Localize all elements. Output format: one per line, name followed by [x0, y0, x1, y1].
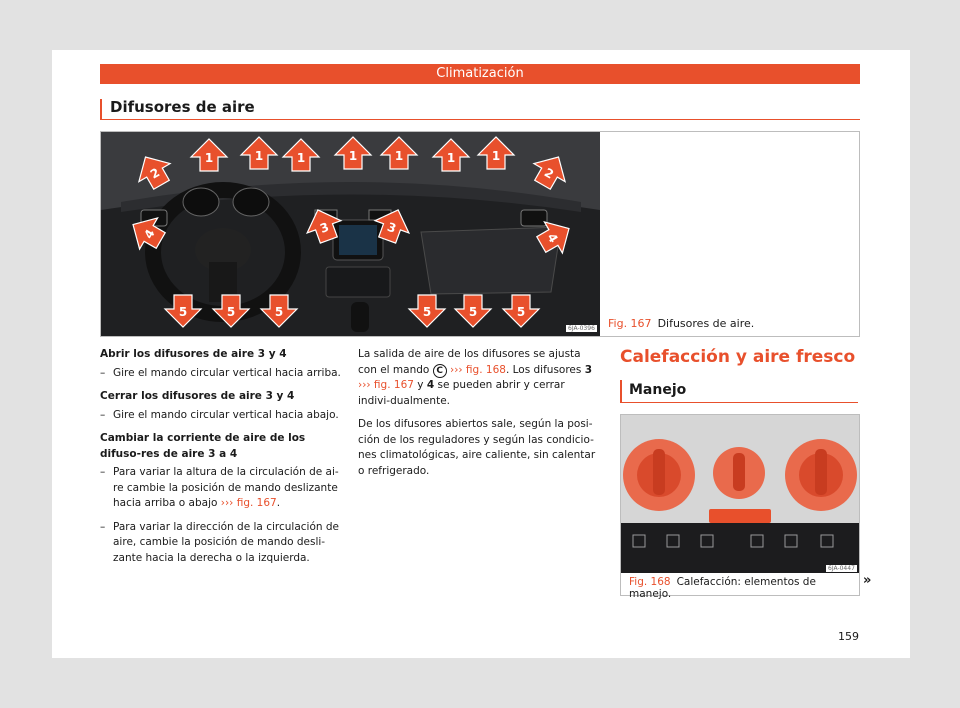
callout-arrow-1 — [335, 137, 371, 169]
figure-caption-text: Calefacción: elementos de manejo. — [629, 576, 816, 600]
section-heading-heating: Calefacción y aire fresco — [620, 347, 856, 367]
callout-number: 5 — [422, 305, 432, 319]
callout-number: 1 — [394, 149, 404, 163]
figure-label: Fig. 167 — [608, 317, 652, 330]
figure-label: Fig. 168 — [629, 576, 671, 588]
continue-mark: » — [863, 573, 872, 588]
callout-arrow-1 — [241, 137, 277, 169]
callout-number: 4 — [544, 230, 561, 246]
knob-c-symbol: C — [433, 364, 447, 378]
callout-number: 1 — [446, 151, 456, 165]
callout-number: 4 — [141, 226, 158, 242]
column-1 — [100, 347, 344, 574]
callout-arrow-3 — [301, 204, 346, 246]
p1-text-b: . Los difusores — [505, 363, 582, 376]
heading-open-vents: Abrir los difusores de aire 3 y 4 — [100, 348, 287, 360]
callout-arrow-1 — [283, 139, 319, 171]
p1-text-c: y — [417, 379, 424, 391]
callout-arrow-5 — [455, 295, 491, 327]
figure-ref-link[interactable]: ››› fig. 168 — [450, 363, 506, 376]
figure-168 — [620, 414, 860, 600]
chapter-header: Climatización — [100, 64, 860, 84]
vent-number-3: 3 — [584, 363, 593, 376]
image-code: 6JA-0447 — [828, 565, 855, 572]
callout-number: 1 — [204, 151, 214, 165]
callout-arrows — [101, 132, 600, 336]
heading-close-vents: Cerrar los difusores de aire 3 y 4 — [100, 390, 295, 402]
column-2 — [358, 347, 598, 487]
subsection-heading — [620, 380, 858, 403]
callout-arrow-5 — [213, 295, 249, 327]
p1-text-a: La salida de aire de los difusores se ajusta con el mando — [358, 348, 581, 376]
callout-arrow-1 — [381, 137, 417, 169]
callout-arrow-5 — [261, 295, 297, 327]
callout-number: 1 — [296, 151, 306, 165]
section-title-text: Difusores de aire — [110, 98, 255, 116]
figure-caption-text: Difusores de aire. — [657, 317, 755, 330]
callout-number: 5 — [468, 305, 478, 319]
figure-ref-link[interactable]: ››› fig. 167 — [358, 379, 414, 391]
callout-arrow-5 — [503, 295, 539, 327]
callout-number: 3 — [318, 219, 331, 236]
callout-arrow-1 — [191, 139, 227, 171]
figure-167 — [100, 131, 860, 337]
heading-change-airflow: Cambiar la corriente de aire de los difuso-res de aire 3 a 4 — [100, 432, 306, 460]
callout-arrow-3 — [370, 204, 415, 246]
callout-number: 1 — [348, 149, 358, 163]
callout-number: 5 — [516, 305, 526, 319]
instruction-direction: – Para variar la dirección de la circulación de aire, cambie la posición de mando desli-zante hacia la derecha o la izquierda. — [100, 520, 344, 567]
callout-arrow-2 — [130, 148, 177, 194]
callout-arrow-2 — [527, 148, 574, 194]
callout-number: 2 — [147, 165, 163, 182]
heating-controls-image — [621, 415, 859, 573]
page-number: 159 — [838, 630, 859, 643]
instruction-height-text: Para variar la altura de la circulación de ai-re cambie la posición de mando deslizante hacia arriba o abajo — [113, 466, 339, 509]
callout-number: 5 — [226, 305, 236, 319]
figure-ref-link[interactable]: ››› fig. 167 — [220, 497, 277, 509]
callout-number: 5 — [274, 305, 284, 319]
section-title-accent — [100, 99, 102, 119]
callout-arrow-5 — [409, 295, 445, 327]
dashboard-vents-image — [101, 132, 600, 336]
callout-number: 2 — [541, 165, 557, 182]
callout-number: 1 — [491, 149, 501, 163]
p1-text-d: se pueden abrir y cerrar indivi-dualmente. — [358, 379, 565, 407]
vent-number-4: 4 — [426, 379, 435, 391]
callout-number: 3 — [385, 219, 398, 236]
section-title — [100, 97, 860, 120]
callout-number: 5 — [178, 305, 188, 319]
instruction-open: – Gire el mando circular vertical hacia arriba. — [100, 366, 344, 382]
callout-arrow-1 — [433, 139, 469, 171]
instruction-height: – Para variar la altura de la circulación de ai-re cambie la posición de mando deslizante hacia arriba o abajo ››› fig. 167. — [100, 465, 344, 512]
image-code: 6JA-0396 — [568, 325, 595, 332]
paragraph-air-output: De los difusores abiertos sale, según la posi-ción de los reguladores y según las condicio-nes climatológicas, aire caliente, sin calentar o refrigerado. — [358, 418, 596, 477]
figure-caption — [629, 576, 859, 600]
subsection-title: Manejo — [629, 382, 687, 398]
callout-arrow-4 — [532, 213, 578, 260]
paragraph-vent-control — [358, 347, 598, 409]
callout-arrow-5 — [165, 295, 201, 327]
figure-caption — [608, 317, 754, 330]
instruction-close: – Gire el mando circular vertical hacia abajo. — [100, 408, 344, 424]
callout-arrow-1 — [478, 137, 514, 169]
subsection-accent — [620, 380, 622, 402]
callout-number: 1 — [254, 149, 264, 163]
callout-arrow-4 — [124, 209, 170, 256]
